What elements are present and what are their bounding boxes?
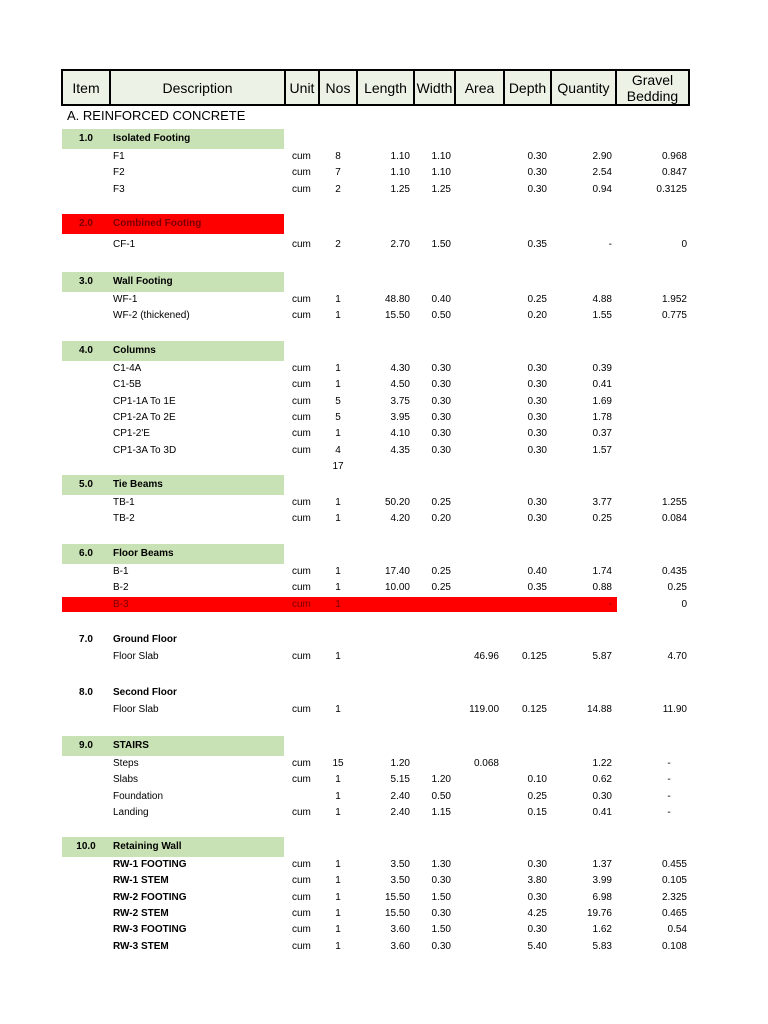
row-length: 15.50 bbox=[384, 907, 410, 919]
row-unit: cum bbox=[292, 651, 311, 662]
row-length: 1.10 bbox=[390, 167, 410, 179]
row-width: 1.15 bbox=[431, 806, 451, 818]
row-desc: Slabs bbox=[113, 774, 139, 786]
row-length: 48.80 bbox=[384, 294, 410, 305]
row-length: 4.30 bbox=[390, 363, 410, 374]
row-length: 5.15 bbox=[390, 774, 410, 786]
row-quantity: 19.76 bbox=[586, 907, 612, 919]
row-unit: cum bbox=[292, 806, 311, 818]
row-nos: 1 bbox=[335, 651, 341, 662]
row-desc: RW-3 FOOTING bbox=[113, 924, 187, 936]
row-area: 119.00 bbox=[469, 704, 499, 715]
row-quantity: 2.90 bbox=[592, 151, 612, 162]
header-gravel-bedding bbox=[617, 69, 690, 106]
row-width: 1.50 bbox=[431, 924, 451, 936]
row-depth: 0.30 bbox=[527, 513, 547, 525]
row-length: 3.75 bbox=[390, 395, 410, 407]
row-gravel: 0.435 bbox=[661, 566, 687, 577]
row-gravel: 0.54 bbox=[667, 924, 687, 936]
header-description: Description bbox=[111, 69, 286, 106]
row-length: 4.10 bbox=[390, 428, 410, 440]
row-quantity: 6.98 bbox=[592, 891, 612, 903]
row-depth: 0.30 bbox=[527, 167, 547, 179]
row-desc: F1 bbox=[113, 151, 125, 162]
row-length: 2.70 bbox=[390, 239, 410, 250]
row-width: 0.30 bbox=[431, 940, 451, 952]
group-item-number: 8.0 bbox=[79, 687, 93, 698]
row-gravel: 1.255 bbox=[661, 497, 687, 508]
row-depth: 0.40 bbox=[527, 566, 547, 577]
row-desc: B-3 bbox=[113, 598, 129, 610]
row-nos: 1 bbox=[335, 598, 341, 610]
row-unit: cum bbox=[292, 940, 311, 952]
row-desc: B-2 bbox=[113, 582, 129, 594]
row-quantity: 0.41 bbox=[592, 379, 612, 391]
header-length: Length bbox=[358, 69, 415, 106]
row-desc: RW-2 FOOTING bbox=[113, 891, 187, 903]
row-desc: Foundation bbox=[113, 790, 164, 802]
row-unit: cum bbox=[292, 363, 311, 374]
group-item-number: 1.0 bbox=[79, 133, 93, 144]
row-width: 0.40 bbox=[431, 294, 451, 305]
row-unit: cum bbox=[292, 566, 311, 577]
row-nos: 1 bbox=[335, 294, 341, 305]
row-unit: cum bbox=[292, 151, 311, 162]
row-length: 2.40 bbox=[390, 790, 410, 802]
row-quantity: 0.88 bbox=[592, 582, 612, 594]
row-nos: 1 bbox=[335, 428, 341, 440]
group-item-number: 2.0 bbox=[79, 218, 93, 229]
row-unit: cum bbox=[292, 411, 311, 423]
row-width: 1.50 bbox=[431, 239, 451, 250]
header-unit: Unit bbox=[286, 69, 320, 106]
row-nos: 1 bbox=[335, 704, 341, 715]
row-unit: cum bbox=[292, 907, 311, 919]
row-depth: 0.25 bbox=[527, 294, 547, 305]
row-width: 1.10 bbox=[431, 167, 451, 179]
row-gravel: - bbox=[667, 758, 671, 769]
row-gravel: 0 bbox=[681, 598, 687, 610]
row-unit: cum bbox=[292, 513, 311, 525]
group-item-number: 5.0 bbox=[79, 479, 93, 490]
row-length: 1.10 bbox=[390, 151, 410, 162]
row-depth: 4.25 bbox=[527, 907, 547, 919]
row-quantity: 0.30 bbox=[592, 790, 612, 802]
row-depth: 0.30 bbox=[527, 151, 547, 162]
row-length: 1.25 bbox=[390, 183, 410, 195]
group-title: Wall Footing bbox=[113, 276, 173, 287]
row-gravel: - bbox=[667, 806, 671, 818]
header-nos: Nos bbox=[320, 69, 358, 106]
row-quantity: 0.37 bbox=[592, 428, 612, 440]
row-gravel: - bbox=[667, 774, 671, 786]
row-depth: 0.15 bbox=[527, 806, 547, 818]
row-nos: 15 bbox=[332, 758, 344, 769]
row-unit: cum bbox=[292, 167, 311, 179]
row-depth: 0.30 bbox=[527, 183, 547, 195]
row-desc: Steps bbox=[113, 758, 139, 769]
row-width: 0.30 bbox=[431, 907, 451, 919]
group-item-number: 6.0 bbox=[79, 548, 93, 559]
row-depth: 0.30 bbox=[527, 428, 547, 440]
row-quantity: - bbox=[608, 598, 612, 610]
row-width: 0.30 bbox=[431, 428, 451, 440]
row-desc: CP1-3A To 3D bbox=[113, 444, 177, 456]
group-item-number: 10.0 bbox=[76, 841, 96, 852]
row-length: 2.40 bbox=[390, 806, 410, 818]
row-length: 3.50 bbox=[390, 875, 410, 887]
row-width: 1.10 bbox=[431, 151, 451, 162]
row-length: 4.35 bbox=[390, 444, 410, 456]
row-quantity: 1.55 bbox=[592, 310, 612, 322]
row-desc: Floor Slab bbox=[113, 704, 159, 715]
row-width: 1.50 bbox=[431, 891, 451, 903]
row-nos: 1 bbox=[335, 363, 341, 374]
row-width: 0.25 bbox=[431, 566, 451, 577]
row-nos: 1 bbox=[335, 379, 341, 391]
row-quantity: - bbox=[608, 239, 612, 250]
row-desc: F3 bbox=[113, 183, 125, 195]
row-quantity: 0.41 bbox=[592, 806, 612, 818]
row-length: 3.95 bbox=[390, 411, 410, 423]
group-title: STAIRS bbox=[113, 740, 149, 751]
row-gravel: - bbox=[667, 790, 671, 802]
row-desc: RW-1 FOOTING bbox=[113, 859, 187, 870]
row-unit: cum bbox=[292, 875, 311, 887]
row-nos: 1 bbox=[335, 924, 341, 936]
row-area: 0.068 bbox=[473, 758, 499, 769]
group-item-number: 7.0 bbox=[79, 634, 93, 645]
group-item-number: 9.0 bbox=[79, 740, 93, 751]
row-nos: 1 bbox=[335, 582, 341, 594]
row-quantity: 4.88 bbox=[592, 294, 612, 305]
row-length: 3.60 bbox=[390, 940, 410, 952]
row-gravel: 1.952 bbox=[661, 294, 687, 305]
row-nos: 5 bbox=[335, 411, 341, 423]
header-quantity: Quantity bbox=[552, 69, 617, 106]
row-desc: CP1-1A To 1E bbox=[113, 395, 176, 407]
row-desc: WF-2 (thickened) bbox=[113, 310, 190, 322]
row-length: 3.60 bbox=[390, 924, 410, 936]
row-unit: cum bbox=[292, 924, 311, 936]
row-nos: 1 bbox=[335, 566, 341, 577]
row-depth: 0.30 bbox=[527, 363, 547, 374]
row-width: 0.30 bbox=[431, 875, 451, 887]
row-length: 50.20 bbox=[384, 497, 410, 508]
row-unit: cum bbox=[292, 598, 311, 610]
row-nos: 1 bbox=[335, 806, 341, 818]
row-quantity: 3.77 bbox=[592, 497, 612, 508]
row-gravel: 0.968 bbox=[661, 151, 687, 162]
group-title: Ground Floor bbox=[113, 634, 177, 645]
group-title: Second Floor bbox=[113, 687, 177, 698]
row-width: 1.30 bbox=[431, 859, 451, 870]
header-width: Width bbox=[415, 69, 456, 106]
row-unit: cum bbox=[292, 891, 311, 903]
row-depth: 0.20 bbox=[527, 310, 547, 322]
row-quantity: 5.87 bbox=[592, 651, 612, 662]
row-area: 46.96 bbox=[473, 651, 499, 662]
row-length: 4.20 bbox=[390, 513, 410, 525]
row-desc: F2 bbox=[113, 167, 125, 179]
header-item: Item bbox=[61, 69, 111, 106]
row-depth: 0.10 bbox=[527, 774, 547, 786]
group-title: Isolated Footing bbox=[113, 133, 191, 144]
row-desc: RW-3 STEM bbox=[113, 940, 169, 952]
section-title: A. REINFORCED CONCRETE bbox=[67, 108, 246, 123]
row-gravel: 0.465 bbox=[661, 907, 687, 919]
row-nos: 1 bbox=[335, 859, 341, 870]
group-item-number: 4.0 bbox=[79, 345, 93, 356]
row-nos: 1 bbox=[335, 310, 341, 322]
row-quantity: 1.37 bbox=[592, 859, 612, 870]
row-desc: C1-5B bbox=[113, 379, 142, 391]
group-title: Retaining Wall bbox=[113, 841, 182, 852]
row-desc: CF-1 bbox=[113, 239, 136, 250]
row-desc: RW-1 STEM bbox=[113, 875, 169, 887]
row-quantity: 1.74 bbox=[592, 566, 612, 577]
row-quantity: 2.54 bbox=[592, 167, 612, 179]
row-nos: 1 bbox=[335, 513, 341, 525]
row-desc: WF-1 bbox=[113, 294, 138, 305]
row-unit: cum bbox=[292, 294, 311, 305]
row-depth: 0.125 bbox=[521, 704, 547, 715]
row-gravel: 0.25 bbox=[667, 582, 687, 594]
row-quantity: 0.94 bbox=[592, 183, 612, 195]
row-width: 1.25 bbox=[431, 183, 451, 195]
row-gravel: 0.455 bbox=[661, 859, 687, 870]
row-unit: cum bbox=[292, 428, 311, 440]
row-quantity: 5.83 bbox=[592, 940, 612, 952]
row-width: 0.25 bbox=[431, 497, 451, 508]
row-depth: 0.35 bbox=[527, 582, 547, 594]
row-width: 0.50 bbox=[431, 790, 451, 802]
row-unit: cum bbox=[292, 859, 311, 870]
row-length: 17.40 bbox=[384, 566, 410, 577]
row-depth: 0.30 bbox=[527, 411, 547, 423]
row-unit: cum bbox=[292, 774, 311, 786]
row-width: 0.30 bbox=[431, 411, 451, 423]
row-quantity: 1.78 bbox=[592, 411, 612, 423]
row-gravel: 0.847 bbox=[661, 167, 687, 179]
row-nos: 17 bbox=[332, 460, 344, 472]
header-gravel-line2: Bedding bbox=[626, 87, 679, 104]
row-depth: 0.30 bbox=[527, 395, 547, 407]
row-width: 0.30 bbox=[431, 363, 451, 374]
row-nos: 1 bbox=[335, 875, 341, 887]
group-title: Floor Beams bbox=[113, 548, 174, 559]
row-nos: 7 bbox=[335, 167, 341, 179]
row-depth: 3.80 bbox=[527, 875, 547, 887]
row-desc: C1-4A bbox=[113, 363, 142, 374]
row-nos: 1 bbox=[335, 907, 341, 919]
row-desc: TB-1 bbox=[113, 497, 135, 508]
row-gravel: 0 bbox=[681, 239, 687, 250]
row-unit: cum bbox=[292, 758, 311, 769]
header-depth: Depth bbox=[505, 69, 552, 106]
group-item-number: 3.0 bbox=[79, 276, 93, 287]
row-nos: 1 bbox=[335, 940, 341, 952]
row-quantity: 14.88 bbox=[586, 704, 612, 715]
row-length: 3.50 bbox=[390, 859, 410, 870]
row-quantity: 1.22 bbox=[592, 758, 612, 769]
row-desc: Landing bbox=[113, 806, 149, 818]
row-width: 0.50 bbox=[431, 310, 451, 322]
row-length: 15.50 bbox=[384, 310, 410, 322]
row-width: 0.30 bbox=[431, 395, 451, 407]
row-gravel: 11.90 bbox=[662, 704, 687, 715]
group-title: Tie Beams bbox=[113, 479, 163, 490]
row-depth: 0.125 bbox=[521, 651, 547, 662]
row-depth: 0.30 bbox=[527, 497, 547, 508]
row-quantity: 0.25 bbox=[592, 513, 612, 525]
row-depth: 0.30 bbox=[527, 379, 547, 391]
row-nos: 4 bbox=[335, 444, 341, 456]
header-area: Area bbox=[456, 69, 505, 106]
row-unit: cum bbox=[292, 310, 311, 322]
row-unit: cum bbox=[292, 379, 311, 391]
row-unit: cum bbox=[292, 582, 311, 594]
row-width: 0.30 bbox=[431, 379, 451, 391]
row-nos: 1 bbox=[335, 891, 341, 903]
row-depth: 5.40 bbox=[527, 940, 547, 952]
row-width: 0.30 bbox=[431, 444, 451, 456]
group-title: Combined Footing bbox=[113, 218, 202, 229]
row-unit: cum bbox=[292, 395, 311, 407]
row-quantity: 1.57 bbox=[592, 444, 612, 456]
row-quantity: 0.62 bbox=[592, 774, 612, 786]
row-quantity: 1.69 bbox=[592, 395, 612, 407]
row-desc: B-1 bbox=[113, 566, 129, 577]
row-nos: 2 bbox=[335, 183, 341, 195]
row-depth: 0.30 bbox=[527, 859, 547, 870]
row-depth: 0.30 bbox=[527, 444, 547, 456]
row-desc: Floor Slab bbox=[113, 651, 159, 662]
row-quantity: 3.99 bbox=[592, 875, 612, 887]
row-gravel: 0.084 bbox=[661, 513, 687, 525]
row-desc: TB-2 bbox=[113, 513, 135, 525]
row-gravel: 0.3125 bbox=[656, 183, 687, 195]
row-width: 0.20 bbox=[431, 513, 451, 525]
row-nos: 8 bbox=[335, 151, 341, 162]
row-desc: CP1-2'E bbox=[113, 428, 150, 440]
row-nos: 2 bbox=[335, 239, 341, 250]
row-gravel: 2.325 bbox=[661, 891, 687, 903]
row-quantity: 1.62 bbox=[592, 924, 612, 936]
row-gravel: 4.70 bbox=[667, 651, 687, 662]
group-title: Columns bbox=[113, 345, 156, 356]
row-gravel: 0.105 bbox=[661, 875, 687, 887]
row-desc: RW-2 STEM bbox=[113, 907, 169, 919]
row-depth: 0.30 bbox=[527, 924, 547, 936]
row-nos: 5 bbox=[335, 395, 341, 407]
row-unit: cum bbox=[292, 239, 311, 250]
row-unit: cum bbox=[292, 704, 311, 715]
row-unit: cum bbox=[292, 497, 311, 508]
row-depth: 0.25 bbox=[527, 790, 547, 802]
row-length: 4.50 bbox=[390, 379, 410, 391]
row-unit: cum bbox=[292, 183, 311, 195]
row-desc: CP1-2A To 2E bbox=[113, 411, 176, 423]
row-unit: cum bbox=[292, 444, 311, 456]
row-length: 1.20 bbox=[390, 758, 410, 769]
row-depth: 0.30 bbox=[527, 891, 547, 903]
row-width: 1.20 bbox=[431, 774, 451, 786]
row-nos: 1 bbox=[335, 790, 341, 802]
row-nos: 1 bbox=[335, 497, 341, 508]
row-depth: 0.35 bbox=[527, 239, 547, 250]
row-width: 0.25 bbox=[431, 582, 451, 594]
row-length: 10.00 bbox=[384, 582, 410, 594]
row-gravel: 0.108 bbox=[661, 940, 687, 952]
row-nos: 1 bbox=[335, 774, 341, 786]
header-gravel-line1: Gravel bbox=[631, 71, 674, 88]
row-length: 15.50 bbox=[384, 891, 410, 903]
row-quantity: 0.39 bbox=[592, 363, 612, 374]
row-gravel: 0.775 bbox=[661, 310, 687, 322]
